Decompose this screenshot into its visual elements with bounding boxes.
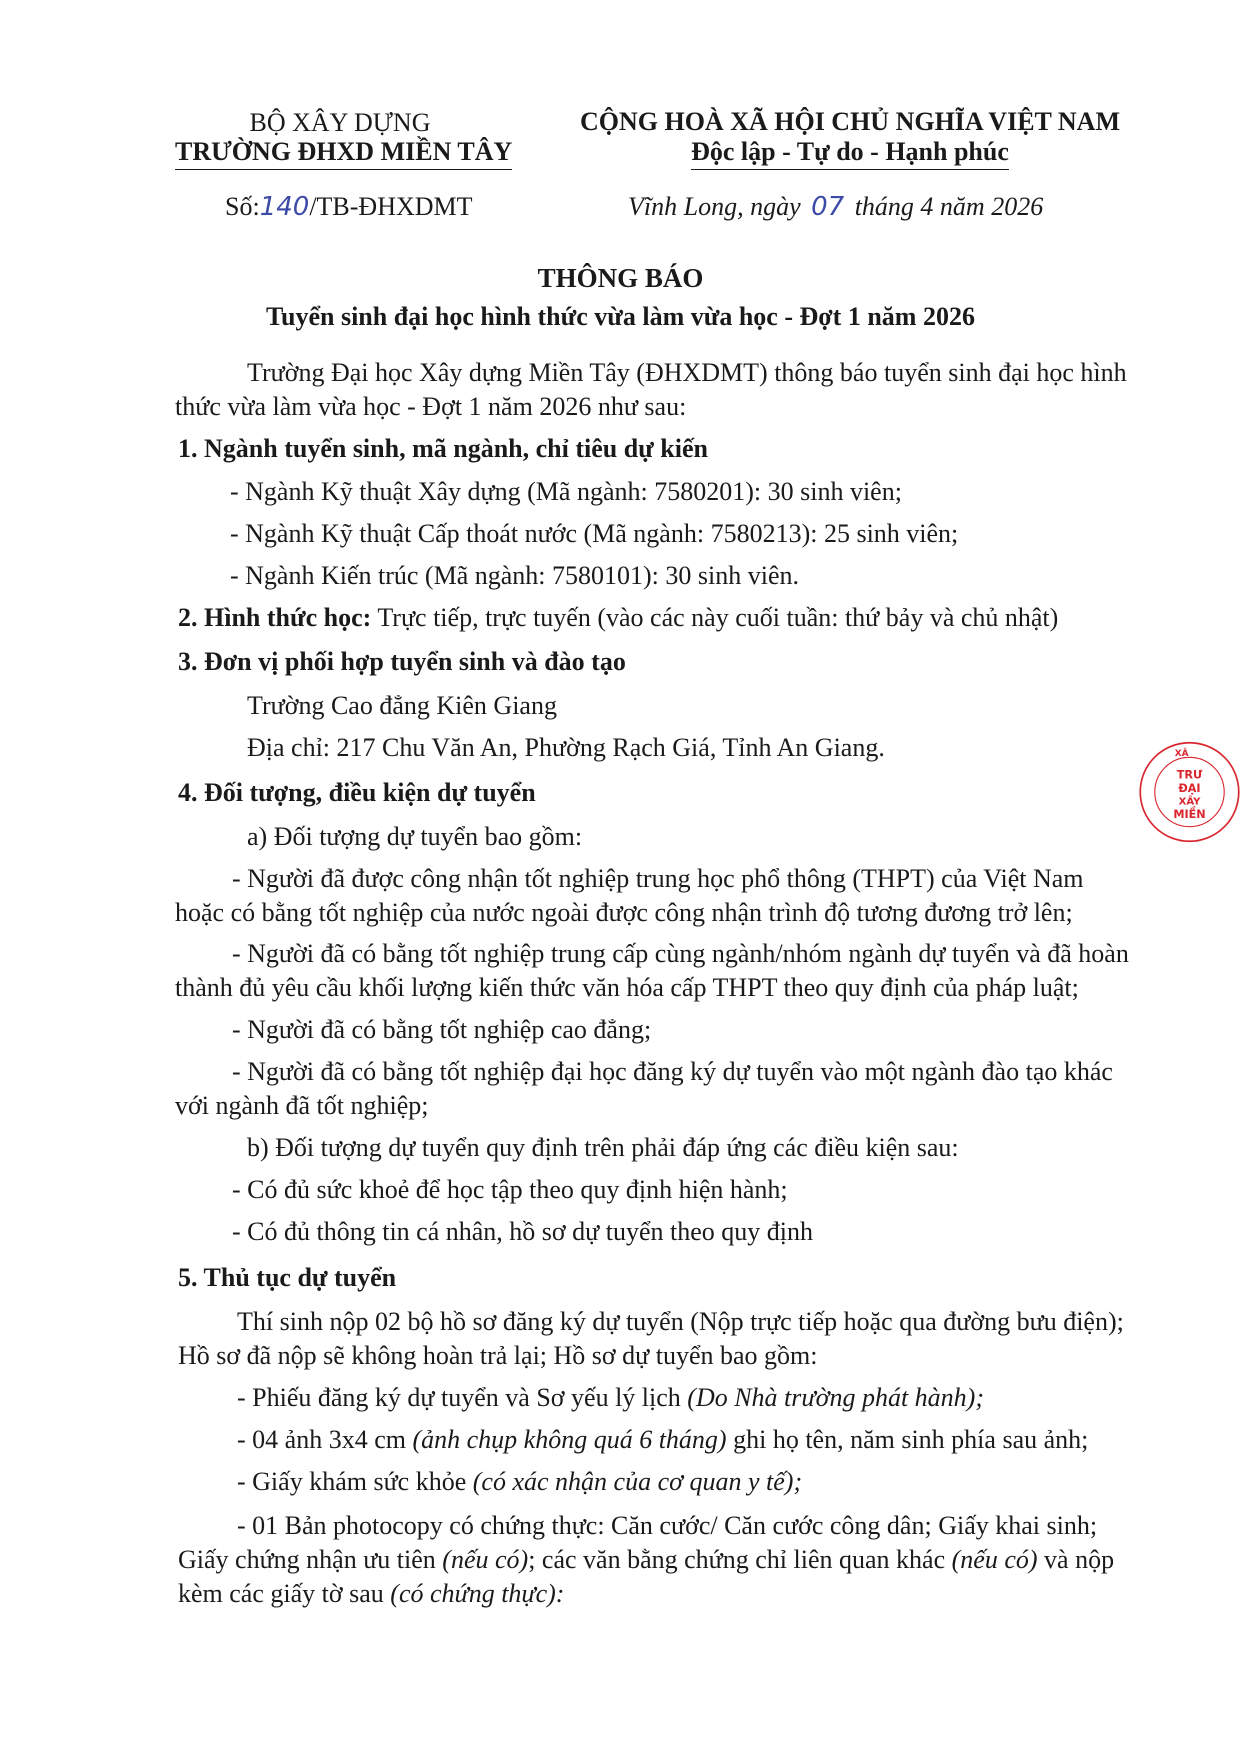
section-4a-item-4-line-2: với ngành đã tốt nghiệp; — [175, 1091, 429, 1120]
section-5-item-4-line-3 — [178, 1579, 564, 1609]
item-text: và nộp — [1037, 1545, 1115, 1574]
doc-number-prefix: Số: — [225, 192, 260, 221]
item-italic: (có chứng thực): — [390, 1579, 565, 1608]
item-italic: (có xác nhận của cơ quan y tế); — [472, 1467, 803, 1496]
section-1-item: - Ngành Kỹ thuật Xây dựng (Mã ngành: 7580201): 30 sinh viên; — [230, 477, 902, 506]
document-date — [628, 192, 1043, 222]
section-3-heading: 3. Đơn vị phối hợp tuyển sinh và đào tạo — [178, 647, 626, 676]
section-5-heading: 5. Thủ tục dự tuyển — [178, 1263, 397, 1292]
item-italic: (ảnh chụp không quá 6 tháng) — [412, 1425, 727, 1454]
official-seal-stamp — [1138, 700, 1241, 884]
section-4a-label: a) Đối tượng dự tuyển bao gồm: — [247, 822, 583, 851]
section-4b-item-2: - Có đủ thông tin cá nhân, hồ sơ dự tuyển theo quy định — [232, 1217, 814, 1246]
section-5-intro-line-1: Thí sinh nộp 02 bộ hồ sơ đăng ký dự tuyển (Nộp trực tiếp hoặc qua đường bưu điện); — [237, 1307, 1124, 1336]
section-4a-item-3: - Người đã có bằng tốt nghiệp cao đẳng; — [232, 1015, 652, 1044]
item-text: - Giấy khám sức khỏe — [237, 1467, 473, 1496]
section-5-item-1 — [237, 1383, 984, 1413]
school-name-text: TRƯỜNG ĐHXD MIỀN TÂY — [175, 137, 512, 170]
item-text: ghi họ tên, năm sinh phía sau ảnh; — [726, 1425, 1089, 1454]
section-4a-item-4-line-1: - Người đã có bằng tốt nghiệp đại học đăng ký dự tuyển vào một ngành đào tạo khác — [232, 1057, 1113, 1086]
partner-school: Trường Cao đẳng Kiên Giang — [247, 691, 557, 720]
document-subtitle: Tuyển sinh đại học hình thức vừa làm vừa học - Đợt 1 năm 2026 — [266, 302, 975, 331]
document-number — [225, 192, 473, 222]
ministry-name: BỘ XÂY DỰNG — [249, 108, 431, 137]
section-2-text: Trực tiếp, trực tuyến (vào các này cuối tuần: thứ bảy và chủ nhật) — [371, 603, 1059, 632]
section-1-item: - Ngành Kỹ thuật Cấp thoát nước (Mã ngành: 7580213): 25 sinh viên; — [230, 519, 959, 548]
section-1-item: - Ngành Kiến trúc (Mã ngành: 7580101): 30 sinh viên. — [230, 561, 800, 590]
date-prefix: Vĩnh Long, ngày — [628, 192, 801, 221]
seal-line-2: ĐẠI — [1178, 782, 1201, 795]
section-5-item-2 — [237, 1425, 1088, 1455]
date-suffix: tháng 4 năm 2026 — [854, 192, 1044, 221]
item-text: - Phiếu đăng ký dự tuyển và Sơ yếu lý lịch — [237, 1383, 688, 1412]
item-italic: (Do Nhà trường phát hành); — [687, 1383, 984, 1412]
seal-ring-text: XÂ — [1174, 749, 1189, 760]
section-5-item-4-line-2 — [178, 1545, 1114, 1575]
seal-line-3: XÂY — [1178, 796, 1201, 808]
section-4b-item-1: - Có đủ sức khoẻ để học tập theo quy định hiện hành; — [232, 1175, 788, 1204]
partner-address: Địa chỉ: 217 Chu Văn An, Phường Rạch Giá, Tỉnh An Giang. — [247, 733, 885, 762]
school-name — [175, 137, 513, 170]
item-text: kèm các giấy tờ sau — [178, 1579, 391, 1608]
doc-number-suffix: /TB-ĐHXDMT — [309, 192, 473, 221]
section-5-item-3 — [237, 1467, 802, 1497]
national-motto — [575, 137, 1125, 170]
section-4a-item-1-line-2: hoặc có bằng tốt nghiệp của nước ngoài được công nhận trình độ tương đương trở lên; — [175, 898, 1073, 927]
intro-line-1: Trường Đại học Xây dựng Miền Tây (ĐHXDMT) thông báo tuyển sinh đại học hình — [247, 358, 1127, 387]
national-motto-text: Độc lập - Tự do - Hạnh phúc — [691, 137, 1009, 170]
seal-line-1: TRƯ — [1176, 768, 1203, 782]
item-italic: (nếu có) — [951, 1545, 1038, 1574]
document-title: THÔNG BÁO — [537, 263, 704, 293]
item-italic: (nếu có) — [442, 1545, 529, 1574]
section-4b-label: b) Đối tượng dự tuyển quy định trên phải đáp ứng các điều kiện sau: — [247, 1133, 959, 1162]
section-5-item-4-line-1: - 01 Bản photocopy có chứng thực: Căn cước/ Căn cước công dân; Giấy khai sinh; — [237, 1511, 1098, 1540]
intro-line-2: thức vừa làm vừa học - Đợt 1 năm 2026 như sau: — [175, 392, 687, 421]
section-4a-item-2-line-1: - Người đã có bằng tốt nghiệp trung cấp cùng ngành/nhóm ngành dự tuyển và đã hoàn — [232, 939, 1129, 968]
section-4-heading: 4. Đối tượng, điều kiện dự tuyển — [178, 778, 536, 807]
item-text: Giấy chứng nhận ưu tiên — [178, 1545, 443, 1574]
section-1-heading: 1. Ngành tuyển sinh, mã ngành, chỉ tiêu dự kiến — [178, 434, 708, 463]
item-text: ; các văn bằng chứng chỉ liên quan khác — [528, 1545, 952, 1574]
national-title: CỘNG HOÀ XÃ HỘI CHỦ NGHĨA VIỆT NAM — [579, 107, 1121, 136]
section-2-heading: 2. Hình thức học: — [178, 603, 372, 632]
item-text: - 04 ảnh 3x4 cm — [237, 1425, 413, 1454]
date-day-handwritten: 07 — [811, 192, 845, 222]
doc-number-handwritten: 140 — [259, 192, 310, 222]
section-4a-item-1-line-1: - Người đã được công nhận tốt nghiệp trung học phổ thông (THPT) của Việt Nam — [232, 864, 1084, 893]
section-4a-item-2-line-2: thành đủ yêu cầu khối lượng kiến thức văn hóa cấp THPT theo quy định của pháp luật; — [175, 973, 1079, 1002]
seal-line-4: MIỀN — [1173, 807, 1206, 821]
section-2 — [178, 603, 1058, 633]
section-5-intro-line-2: Hồ sơ đã nộp sẽ không hoàn trả lại; Hồ sơ dự tuyển bao gồm: — [178, 1341, 818, 1370]
